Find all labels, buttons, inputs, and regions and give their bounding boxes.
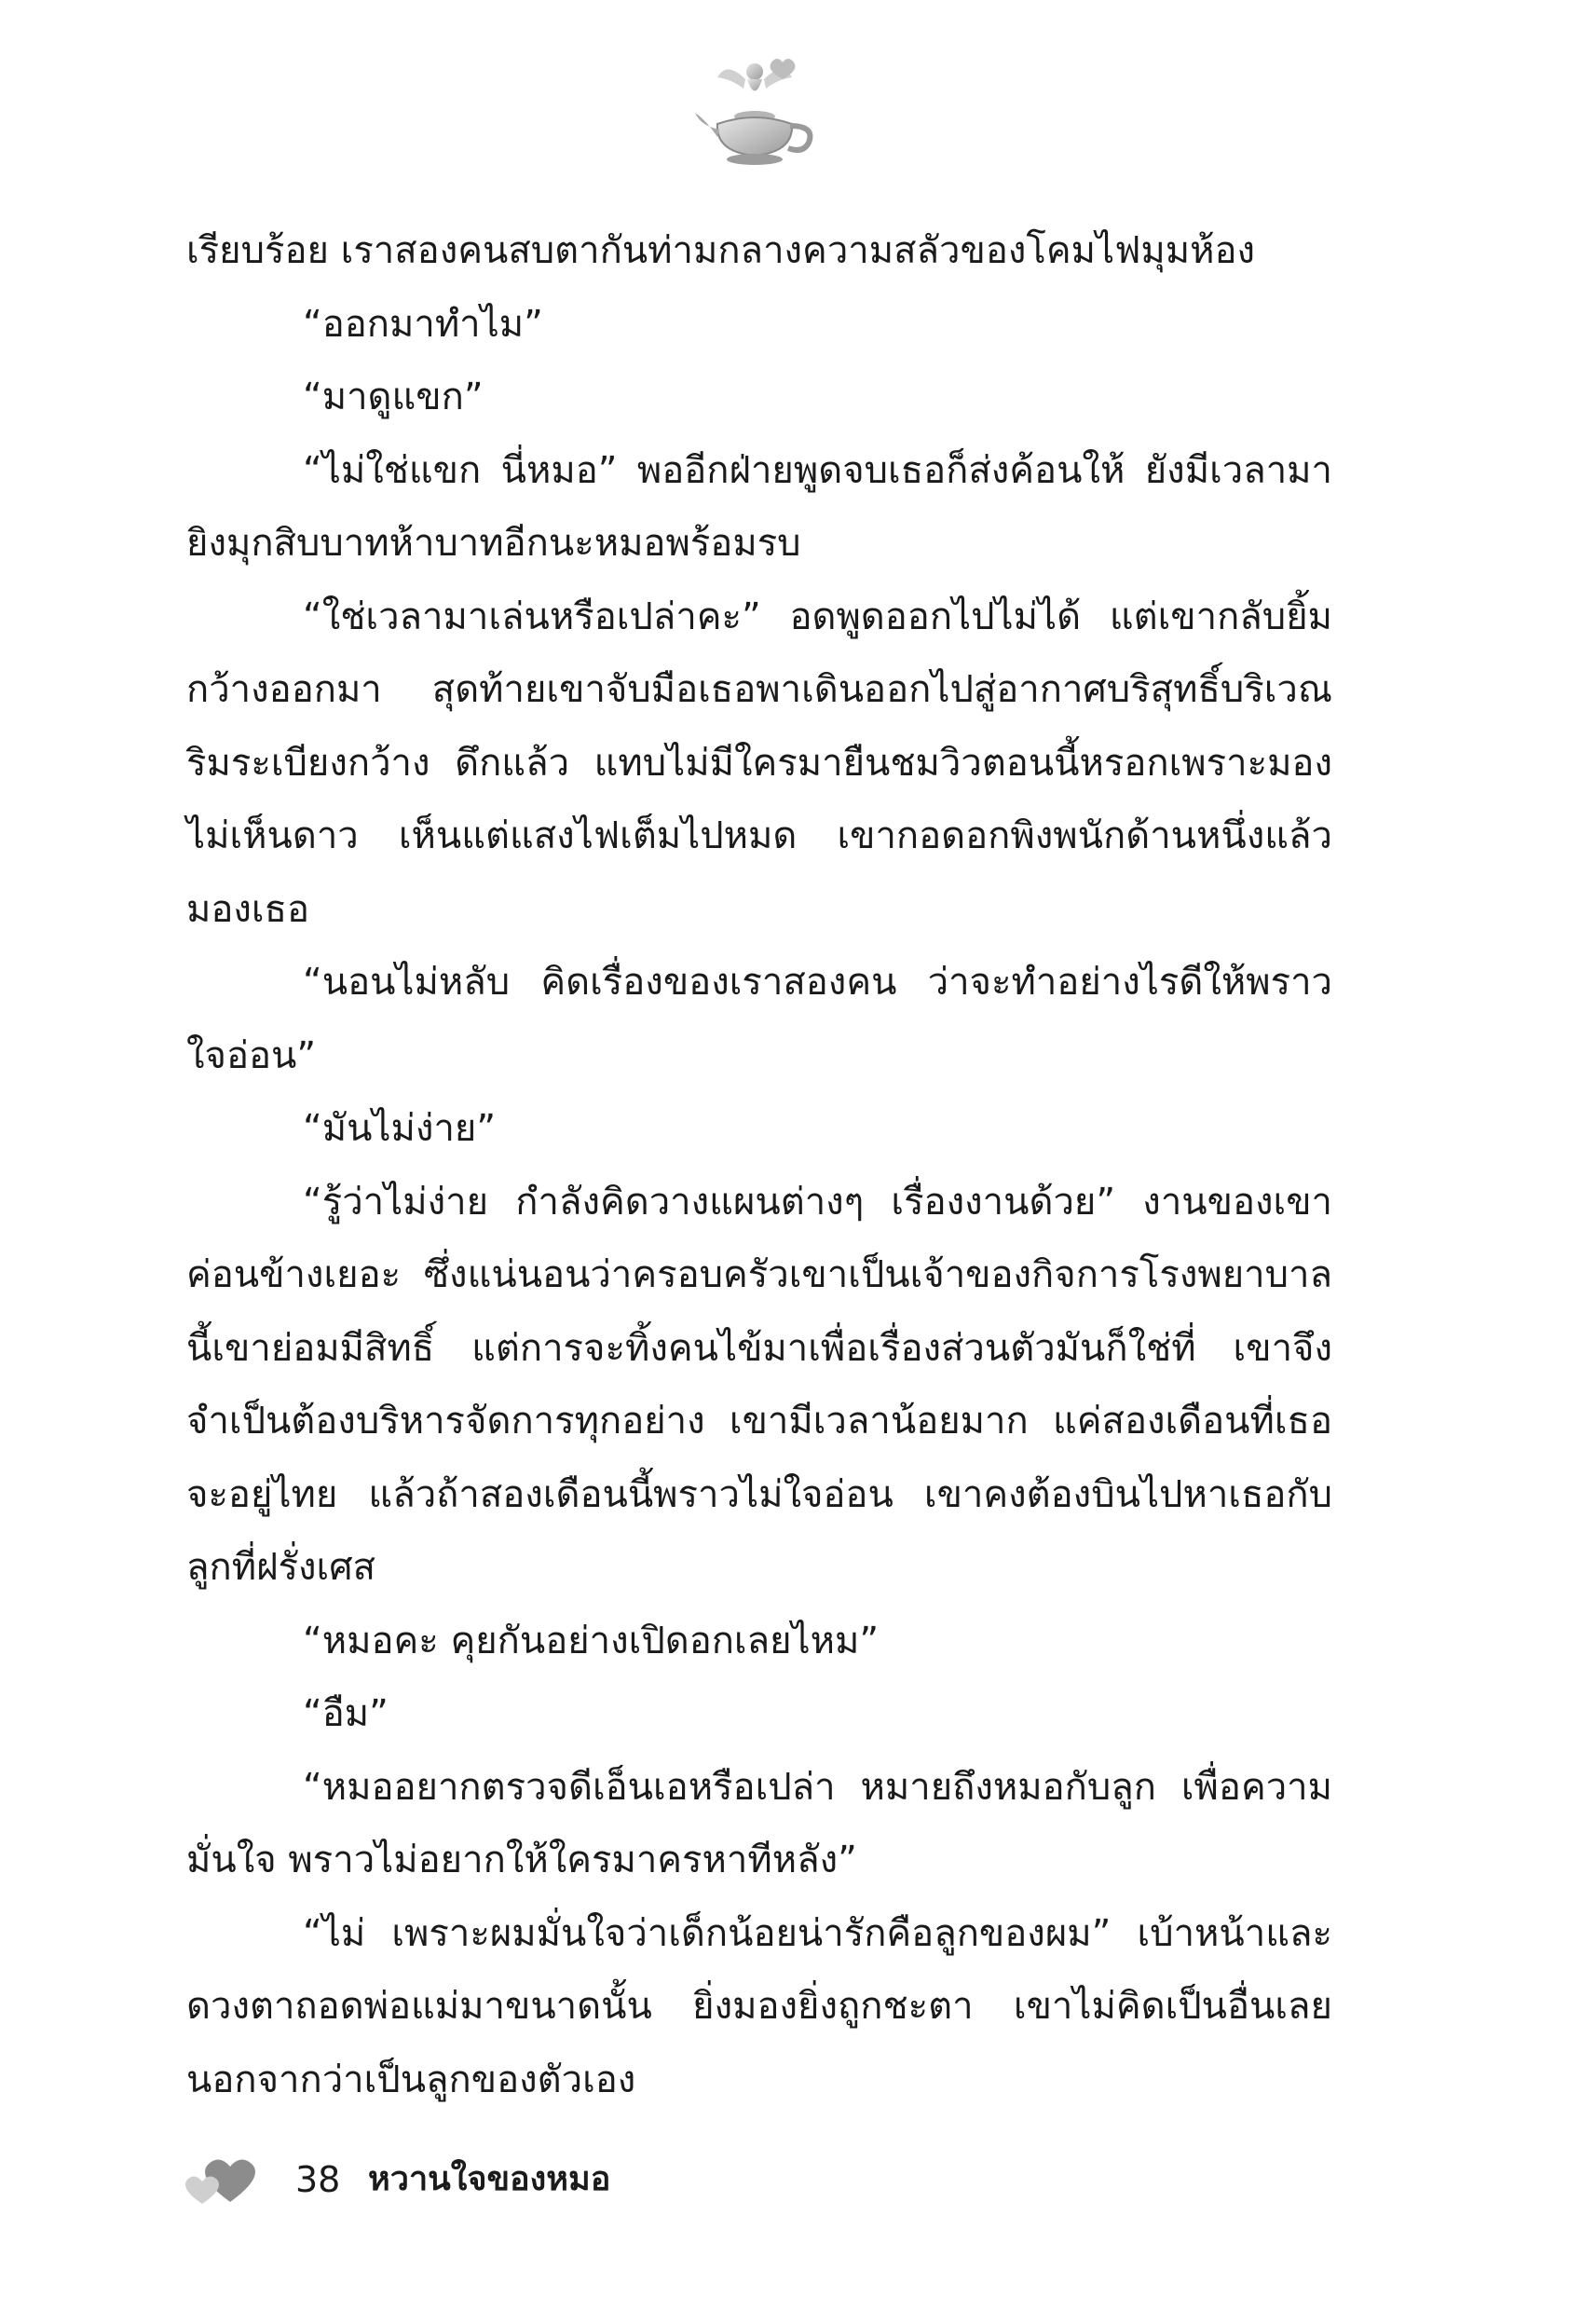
paragraph-10: “อืม” <box>303 1692 389 1735</box>
paragraph-11: “หมออยากตรวจดีเอ็นเอหรือเปล่า หมายถึงหมอกับลูก เพื่อความมั่นใจ พราวไม่อยากให้ใครมาครหาทีหลัง” <box>186 1765 1332 1881</box>
paragraph-6: “นอนไม่หลับ คิดเรื่องของเราสองคน ว่าจะทำอย่างไรดีให้พราวใจอ่อน” <box>186 961 1332 1077</box>
paragraph-5: “ใช่เวลามาเล่นหรือเปล่าคะ” อดพูดออกไปไม่ได้ แต่เขากลับยิ้มกว้างออกมา สุดท้ายเขาจับมือเธอพาเดินออกไปสู่อากาศบริสุทธิ์บริเวณริมระเบียงกว้าง ดึกแล้ว แทบไม่มีใครมายืนชมวิวตอนนี้หรอกเพราะมองไม่เห็นดาว เห็นแต่แสงไฟเต็มไปหมด เขากอดอกพิงพนักด้านหนึ่งแล้วมองเธอ <box>186 595 1332 931</box>
paragraph-3: “มาดูแขก” <box>303 376 484 418</box>
paragraph-8: “รู้ว่าไม่ง่าย กำลังคิดวางแผนต่างๆ เรื่องงานด้วย” งานของเขาค่อนข้างเยอะ ซึ่งแน่นอนว่าครอบครัวเขาเป็นเจ้าของกิจการโรงพยาบาลนี้เขาย่อมมีสิทธิ์ แต่การจะทิ้งคนไข้มาเพื่อเรื่องส่วนตัวมันก็ใช่ที่ เขาจึงจำเป็นต้องบริหารจัดการทุกอย่าง เขามีเวลาน้อยมาก แค่สองเดือนที่เธอจะอยู่ไทย แล้วถ้าสองเดือนนี้พราวไม่ใจอ่อน เขาคงต้องบินไปหาเธอกับลูกที่ฝรั่งเศส <box>186 1180 1332 1589</box>
teapot-cupid-icon <box>689 51 820 177</box>
page-number: 38 <box>295 2159 341 2200</box>
paragraph-4: “ไม่ใช่แขก นี่หมอ” พออีกฝ่ายพูดจบเธอก็ส่งค้อนให้ ยังมีเวลามายิงมุกสิบบาทห้าบาทอีกนะหมอพร้อมรบ <box>186 448 1332 565</box>
paragraph-7: “มันไม่ง่าย” <box>303 1107 497 1150</box>
paragraph-12: “ไม่ เพราะผมมั่นใจว่าเด็กน้อยน่ารักคือลูกของผม” เบ้าหน้าและดวงตาถอดพ่อแม่มาขนาดนั้น ยิ่งมองยิ่งถูกชะตา เขาไม่คิดเป็นอื่นเลย นอกจากว่าเป็นลูกของตัวเอง <box>186 1911 1332 2101</box>
body-text <box>186 214 1332 2116</box>
page-footer <box>182 2148 834 2213</box>
hearts-icon <box>182 2148 266 2213</box>
paragraph-1: เรียบร้อย เราสองคนสบตากันท่ามกลางความสลัวของโคมไฟมุมห้อง <box>186 229 1256 272</box>
paragraph-2: “ออกมาทำไม” <box>303 302 543 346</box>
paragraph-9: “หมอคะ คุยกันอย่างเปิดอกเลยไหม” <box>303 1619 880 1662</box>
book-title: หวานใจของหมอ <box>368 2160 611 2198</box>
